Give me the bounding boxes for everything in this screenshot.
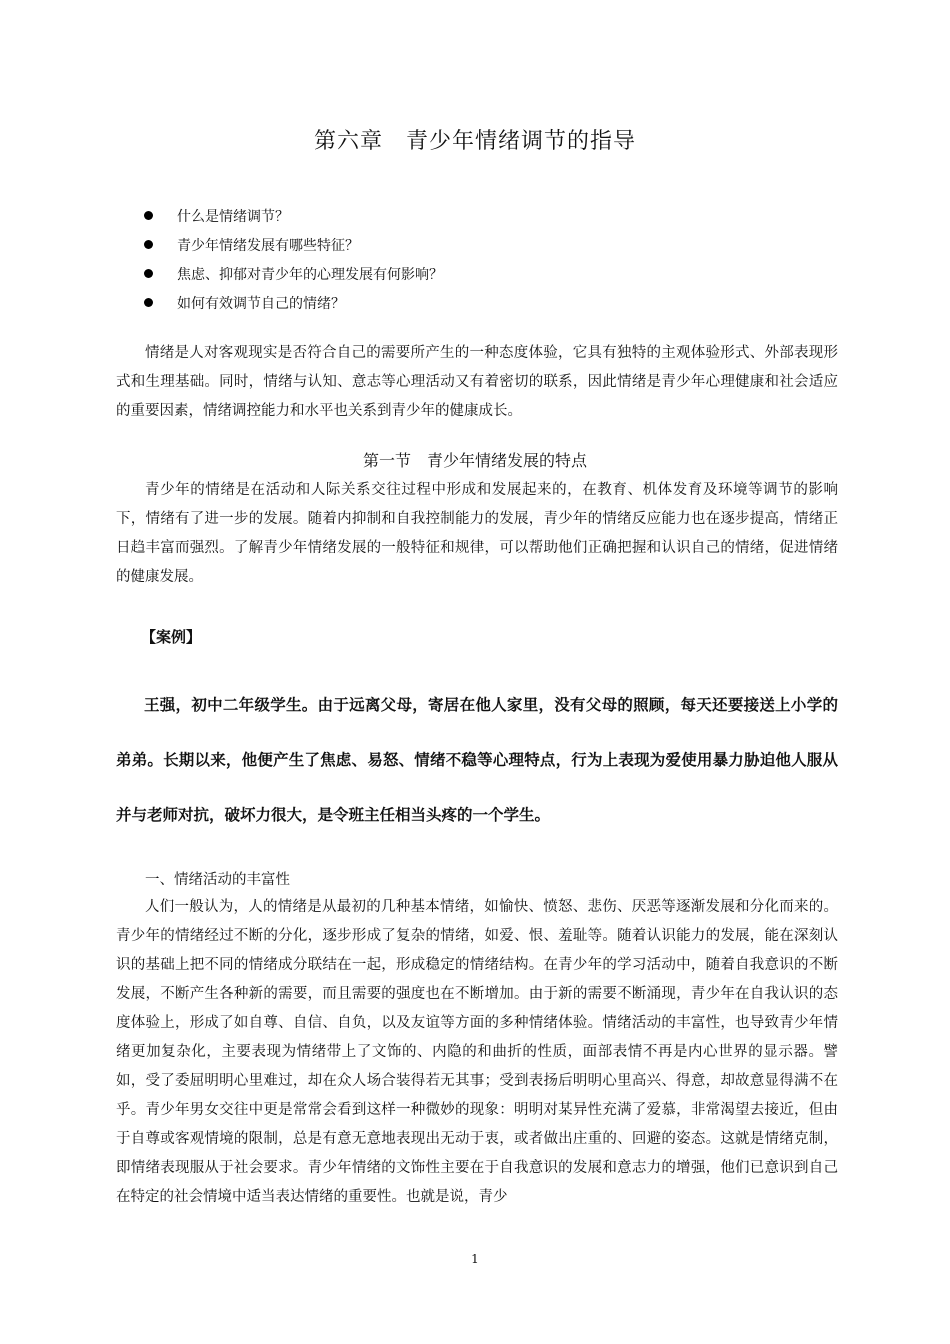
case-label: 【案例】: [141, 628, 202, 646]
bullet-icon: [144, 211, 153, 220]
list-item: [140, 230, 840, 259]
chapter-title: 第六章 青少年情绪调节的指导: [313, 129, 636, 154]
question-text: 焦虑、抑郁对青少年的心理发展有何影响？: [177, 266, 443, 283]
question-text: 青少年情绪发展有哪些特征？: [177, 237, 359, 254]
section-title: 第一节 青少年情绪发展的特点: [362, 451, 587, 470]
subheading: 一、情绪活动的丰富性: [145, 872, 290, 888]
question-text: 如何有效调节自己的情绪？: [177, 295, 345, 312]
intro-paragraph: 情绪是人对客观现实是否符合自己的需要所产生的一种态度体验，它具有独特的主观体验形式、外部表现形式和生理基础。同时，情绪与认知、意志等心理活动又有着密切的联系，因此情绪是青少年心理健康和社会适应的重要因素，情绪调控能力和水平也关系到青少年的健康成长。: [116, 345, 838, 419]
question-text: 什么是情绪调节？: [177, 208, 289, 225]
case-text: 王强，初中二年级学生。由于远离父母，寄居在他人家里，没有父母的照顾，每天还要接送上小学的弟弟。长期以来，他便产生了焦虑、易怒、情绪不稳等心理特点，行为上表现为爱使用暴力胁迫他人服从并与老师对抗，破坏力很大，是令班主任相当头疼的一个学生。: [116, 696, 838, 824]
page-number: 1: [471, 1252, 479, 1266]
bullet-icon: [144, 269, 153, 278]
guiding-questions-list: [140, 201, 840, 317]
bullet-icon: [144, 240, 153, 249]
list-item: [140, 201, 840, 230]
richness-paragraph: 人们一般认为，人的情绪是从最初的几种基本情绪，如愉快、愤怒、悲伤、厌恶等逐渐发展和分化而来的。青少年的情绪经过不断的分化，逐步形成了复杂的情绪，如爱、恨、羞耻等。随着认识能力的发展，能在深刻认识的基础上把不同的情绪成分联结在一起，形成稳定的情绪结构。在青少年的学习活动中，随着自我意识的不断发展，不断产生各种新的需要，而且需要的强度也在不断增加。由于新的需要不断涌现，青少年在自我认识的态度体验上，形成了如自尊、自信、自负，以及友谊等方面的多种情绪体验。情绪活动的丰富性，也导致青少年情绪更加复杂化，主要表现为情绪带上了文饰的、内隐的和曲折的性质，面部表情不再是内心世界的显示器。譬如，受了委屈明明心里难过，却在众人场合装得若无其事；受到表扬后明明心里高兴、得意，却故意显得满不在乎。青少年男女交往中更是常常会看到这样一种微妙的现象：明明对某异性充满了爱慕，非常渴望去接近，但由于自尊或客观情境的限制，总是有意无意地表现出无动于衷，或者做出庄重的、回避的姿态。这就是情绪克制，即情绪表现服从于社会要求。青少年情绪的文饰性主要在于自我意识的发展和意志力的增强，他们已意识到自己在特定的社会情境中适当表达情绪的重要性。也就是说，青少: [116, 899, 838, 1205]
list-item: [140, 288, 840, 317]
bullet-icon: [144, 298, 153, 307]
section-paragraph: 青少年的情绪是在活动和人际关系交往过程中形成和发展起来的，在教育、机体发育及环境等调节的影响下，情绪有了进一步的发展。随着内抑制和自我控制能力的发展，青少年的情绪反应能力也在逐步提高，情绪正日趋丰富而强烈。了解青少年情绪发展的一般特征和规律，可以帮助他们正确把握和认识自己的情绪，促进情绪的健康发展。: [116, 482, 838, 585]
list-item: [140, 259, 840, 288]
